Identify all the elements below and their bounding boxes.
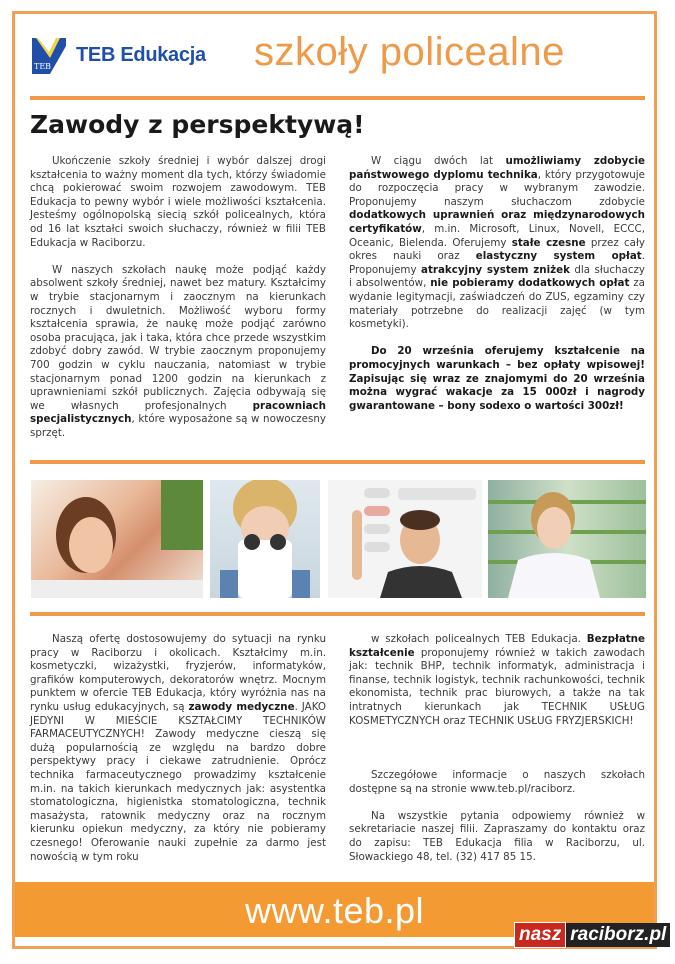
bold-text-segment: stałe czesne — [511, 236, 586, 249]
text-segment: Na wszystkie pytania odpowiemy również w sekretariacie naszej filii. Zapraszamy do kontaktu oraz do zapisu: TEB Edukacja filia w Raciborzu, ul. Słowackiego 48, tel. (32) 417 85 15. — [349, 809, 645, 863]
text-segment: za wydanie legitymacji, zaświadczeń do ZUS, egzaminy czy materiały potrzebne do realizacji zajęć (w tym kosmetyki). — [349, 277, 645, 331]
divider — [30, 96, 645, 100]
paragraph — [349, 155, 645, 332]
watermark-part1: nasz — [514, 922, 566, 948]
divider — [30, 460, 645, 464]
page-title: Zawody z perspektywą! — [30, 110, 365, 139]
column-bottom-right — [349, 633, 645, 878]
text-segment: , który przygotowuje do rozpoczęcia pracy w wybranym zawodzie. Proponujemy naszym słuchaczom zdobycie — [349, 168, 646, 208]
paragraph — [349, 345, 645, 413]
bold-text-segment: Bezpłatne kształcenie — [349, 633, 645, 659]
paragraph — [349, 769, 645, 796]
photo-massage — [31, 480, 203, 598]
divider — [30, 612, 645, 616]
column-top-right — [349, 155, 645, 427]
photo-microscope — [210, 480, 320, 598]
column-bottom-left — [30, 633, 326, 878]
tagline: szkoły policealne — [254, 30, 565, 74]
column-top-left — [30, 155, 326, 454]
text-segment: Ukończenie szkoły średniej i wybór dalszej drogi kształcenia to ważny moment dla tych, którzy świadomie chcą pokierować swoim rozwojem zawodowym. TEB Edukacja to pewny wybór i wiele możliwości kształcenia. Jesteśmy ogólnopolską siecią szkół policealnych, która od 16 lat kształci swoich słuchaczy, również w filii TEB Edukacja w Raciborzu. — [30, 155, 326, 249]
text-segment: W ciągu dwóch lat — [371, 155, 506, 167]
bold-text-segment: Do 20 września oferujemy kształcenie na promocyjnych warunkach – bez opłaty wpisowej! Zapisując się wraz ze znajomymi do 20 września można wygrać wakacje za 15 000zł i nagrody gwarantowane – bony sodexo o wartości 300zł! — [349, 345, 645, 412]
brand-name: TEB Edukacja — [76, 44, 206, 66]
photo-pharmacist — [488, 480, 646, 598]
text-segment: . JAKO JEDYNI W MIEŚCIE KSZTAŁCIMY TECHNIKÓW FARMACEUTYCZNYCH! Zawody medyczne cieszą się dużą popularnością ze względu na bardzo dobre perspektywy pracy i ciekawe zatrudnienie. Oprócz technika farmaceutycznego prowadzimy kształcenie m.in. na takich kierunkach medycznych jak: asystentka stomatologiczna, higienistka stomatologiczna, technik masażysta, ratownik medyczny oraz na rocznym kierunku opiekun medyczny, za który nie pobieramy czesnego! Oferowanie nauki zupełnie za darmo jest nowością w tym roku — [30, 700, 326, 863]
text-segment: przez cały okres nauki oraz — [349, 236, 646, 263]
paragraph — [30, 155, 326, 250]
bold-text-segment: zawody medyczne — [188, 700, 295, 713]
bold-text-segment: umożliwiamy zdobycie państwowego dyplomu technika — [349, 155, 645, 181]
text-segment: Szczegółowe informacje o naszych szkołach dostępne są na stronie www.teb.pl/raciborz. — [349, 768, 645, 795]
bold-text-segment: nie pobieramy dodatkowych opłat — [430, 277, 630, 290]
bold-text-segment: dodatkowych uprawnień oraz międzynarodowych certyfikatów — [349, 209, 645, 235]
paragraph — [30, 264, 326, 441]
text-segment: w szkołach policealnych TEB Edukacja. — [371, 633, 587, 645]
footer-website-link[interactable]: www.teb.pl — [244, 890, 425, 931]
text-segment: , m.in. Microsoft, Linux, Novell, ECCC, Oceanic, Bielenda. Oferujemy — [349, 222, 645, 249]
teb-logo-icon — [30, 36, 68, 76]
text-segment: proponujemy również w takich zawodach jak: technik BHP, technik informatyk, administracja i finanse, technik logistyk, technik rachunkowości, technik ekonomista, technik prac biurowych, a także na tak intratnych kierunkach jak TECHNIK USŁUG KOSMETYCZNYCH oraz TECHNIK USŁUG FRYZJERSKICH! — [349, 646, 645, 727]
paragraph — [349, 810, 645, 864]
paragraph — [349, 742, 645, 756]
bold-text-segment: elastyczny system opłat — [475, 250, 642, 263]
text-segment: , które wyposażone są w nowoczesny sprzęt. — [30, 413, 326, 439]
text-segment: . Proponujemy — [349, 250, 645, 276]
bold-text-segment: pracowniach specjalistycznych — [30, 399, 326, 426]
text-segment: W naszych szkołach naukę może podjąć każdy absolwent szkoły średniej, nawet bez matury. Kształcimy w trybie stacjonarnym i zaocznym na kierunkach rocznych i dwuletnich. Możliwość wyboru formy kształcenia sprawia, że naukę może podjąć zarówno osoba pracująca, jak i taka, która chce przede wszystkim zdobyć dobry zawód. W trybie zaocznym proponujemy 700 godzin w cyklu nauczania, natomiast w trybie stacjonarnym ponad 1200 godzin na kierunkach z uprawnieniami szkół publicznych. Zajęcia odbywają się we własnych profesjonalnych — [30, 263, 326, 412]
photo-student — [328, 480, 482, 598]
paragraph — [30, 633, 326, 864]
bold-text-segment: atrakcyjny system zniżek — [421, 263, 570, 276]
text-segment: Naszą ofertę dostosowujemy do sytuacji na rynku pracy w Raciborzu i okolicach. Kształcimy m.in. kosmetyczki, wizażystki, fryzjerów, informatyków, grafików komputerowych, dekoratorów wnętrz. Mocnym punktem w ofercie TEB Edukacja, który wyróżnia nas na rynku usług edukacyjnych, są — [30, 633, 326, 713]
paragraph — [349, 633, 645, 728]
naszraciborz-watermark — [514, 922, 670, 948]
text-segment: dla słuchaczy i absolwentów, — [349, 263, 646, 290]
svg-text:TEB: TEB — [34, 62, 52, 71]
watermark-part2: raciborz.pl — [566, 923, 670, 947]
